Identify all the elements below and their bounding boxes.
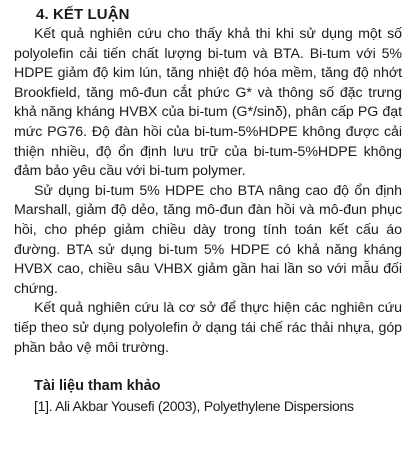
references-heading: Tài liệu tham khảo — [34, 378, 161, 395]
reference-item: [1]. Ali Akbar Yousefi (2003), Polyethylene Dispersions — [34, 398, 354, 415]
conclusion-paragraph-1: Kết quả nghiên cứu cho thấy khả thi khi sử dụng một số polyolefin cải tiến chất lượng bi-tum và BTA. Bi-tum với 5% HDPE giảm độ kim lún, tăng nhiệt độ hóa mềm, tăng độ nhớt Brookfield, tăng mô-đun cắt phức G* và thông số đặc trưng khả năng kháng HVBX của bi-tum (G*/sinδ), phân cấp PG đạt mức PG76. Độ đàn hồi của bi-tum-5%HDPE không được cải thiện nhiều, độ ổn định lưu trữ của bi-tum-5%HDPE không đảm bảo yêu cầu với bi-tum polymer. — [14, 26, 402, 180]
conclusion-paragraph-3: Kết quả nghiên cứu là cơ sở để thực hiện các nghiên cứu tiếp theo sử dụng polyolefin ở dạng tái chế rác thải nhựa, góp phần bảo vệ môi trường. — [14, 300, 402, 356]
conclusion-paragraph-2: Sử dụng bi-tum 5% HDPE cho BTA nâng cao độ ổn định Marshall, giảm độ dẻo, tăng mô-đun đàn hồi và mô-đun phục hồi, cho phép giảm chiều dày trong tính toán kết cấu áo đường. BTA sử dụng bi-tum 5% HDPE có khả năng kháng HVBX cao, chiều sâu VHBX giảm gần hai lần so với mẫu đối chứng. — [14, 182, 402, 297]
section-heading: 4. KẾT LUẬN — [36, 6, 130, 23]
